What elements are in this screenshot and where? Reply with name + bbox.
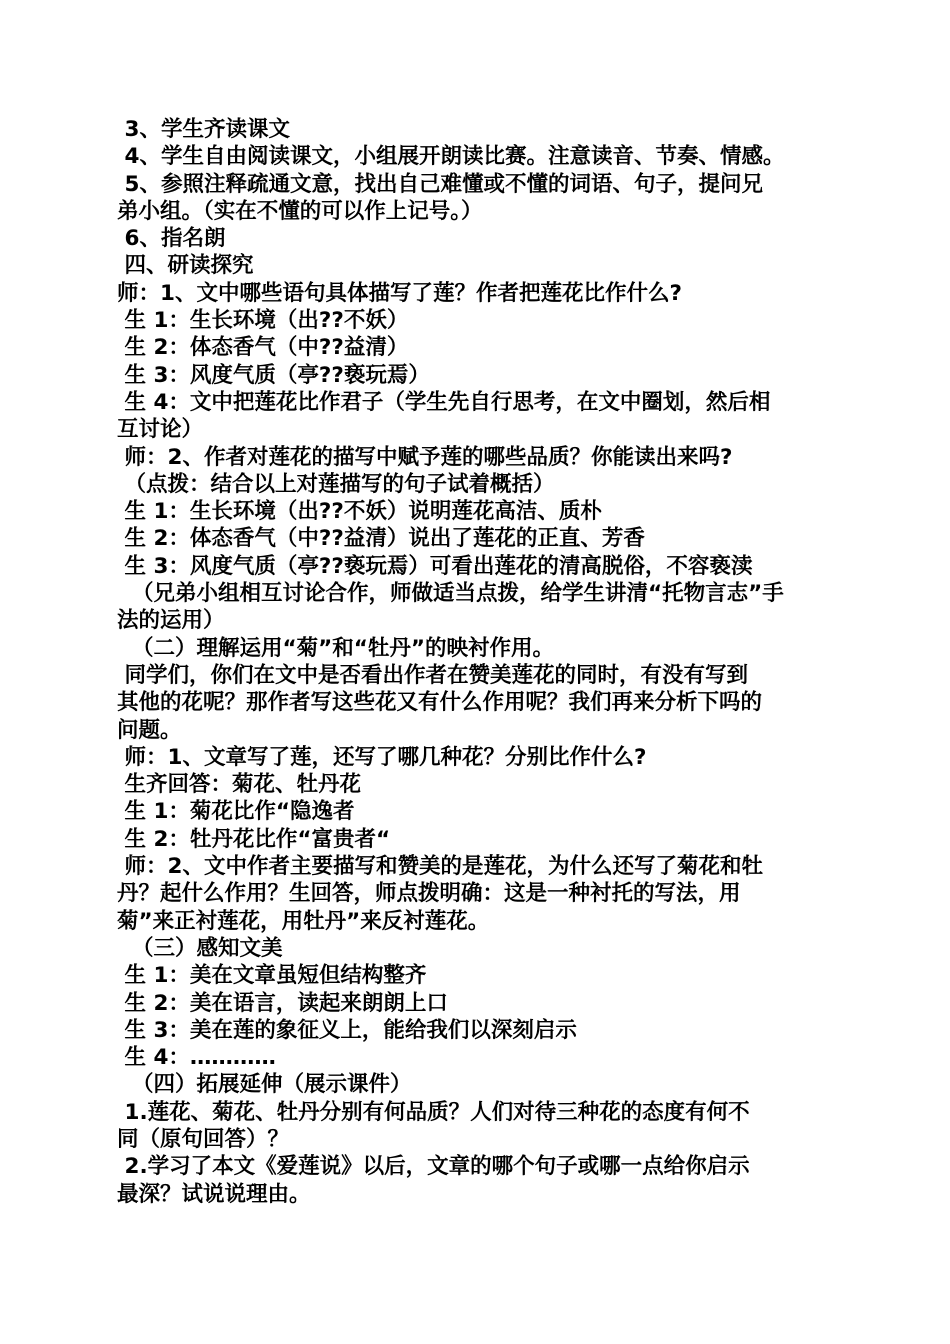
- text-line: 互讨论）: [117, 417, 204, 443]
- text-line: 问题。: [117, 717, 182, 743]
- text-line: 生 2：美在语言，读起来朗朗上口: [117, 990, 448, 1016]
- text-line: 生齐回答：菊花、牡丹花: [117, 772, 361, 798]
- text-line: 生 1：生长环境（出??不妖）说明莲花高洁、质朴: [117, 499, 602, 525]
- text-line: 生 4：…………: [117, 1045, 276, 1071]
- section-heading: 四、研读探究: [117, 253, 254, 279]
- text-line: 师：2、文中作者主要描写和赞美的是莲花，为什么还写了菊花和牡: [117, 854, 763, 880]
- text-line: 菊”来正衬莲花，用牡丹”来反衬莲花。: [117, 908, 490, 934]
- text-line: 6、指名朗: [117, 226, 226, 252]
- text-line: 2.学习了本文《爱莲说》以后，文章的哪个句子或哪一点给你启示: [117, 1154, 750, 1180]
- text-line: 同（原句回答）？: [117, 1126, 290, 1152]
- text-line: 生 1：菊花比作“隐逸者: [117, 799, 355, 825]
- text-line: 同学们，你们在文中是否看出作者在赞美莲花的同时，有没有写到: [117, 662, 748, 688]
- text-line: （点拨：结合以上对莲描写的句子试着概括）: [117, 471, 555, 497]
- text-line: 最深？试说说理由。: [117, 1181, 311, 1207]
- text-line: 生 3：风度气质（亭??亵玩焉）可看出莲花的清高脱俗，不容亵渎: [117, 553, 753, 579]
- text-line: 生 3：风度气质（亭??亵玩焉）: [117, 362, 430, 388]
- text-line: 师：1、文章写了莲，还写了哪几种花？分别比作什么?: [117, 744, 647, 770]
- text-line: 生 2：牡丹花比作“富贵者“: [117, 826, 391, 852]
- section-heading: （三）感知文美: [117, 935, 283, 961]
- text-line: 生 2：体态香气（中??益清）说出了莲花的正直、芳香: [117, 526, 645, 552]
- section-heading: （二）理解运用“菊”和“牡丹”的映衬作用。: [117, 635, 554, 661]
- text-line: 5、参照注释疏通文意，找出自己难懂或不懂的词语、句子，提问兄: [117, 171, 763, 197]
- text-line: 师：2、作者对莲花的描写中赋予莲的哪些品质？你能读出来吗?: [117, 444, 733, 470]
- text-line: 生 3：美在莲的象征义上，能给我们以深刻启示: [117, 1017, 577, 1043]
- text-line: 生 1：生长环境（出??不妖）: [117, 308, 409, 334]
- text-line: 4、学生自由阅读课文，小组展开朗读比赛。注意读音、节奏、情感。: [117, 144, 785, 170]
- text-line: 师：1、文中哪些语句具体描写了莲？作者把莲花比作什么?: [117, 280, 682, 306]
- text-line: 丹？起什么作用？生回答，师点拨明确：这是一种衬托的写法，用: [117, 881, 741, 907]
- text-line: 3、学生齐读课文: [117, 117, 290, 142]
- text-line: 生 2：体态香气（中??益清）: [117, 335, 409, 361]
- text-line: 弟小组。（实在不懂的可以作上记号。）: [117, 198, 483, 224]
- text-line: 生 4：文中把莲花比作君子（学生先自行思考，在文中圈划，然后相: [117, 389, 771, 415]
- document-body: [117, 116, 847, 1208]
- text-line: （兄弟小组相互讨论合作，师做适当点拨，给学生讲清“托物言志”手: [117, 581, 784, 607]
- text-line: 生 1：美在文章虽短但结构整齐: [117, 963, 427, 989]
- text-line: 1.莲花、菊花、牡丹分别有何品质？人们对待三种花的态度有何不: [117, 1099, 750, 1125]
- text-line: 其他的花呢？那作者写这些花又有什么作用呢？我们再来分析下吗的: [117, 690, 763, 716]
- section-heading: （四）拓展延伸（展示课件）: [117, 1072, 412, 1098]
- text-line: 法的运用）: [117, 608, 225, 634]
